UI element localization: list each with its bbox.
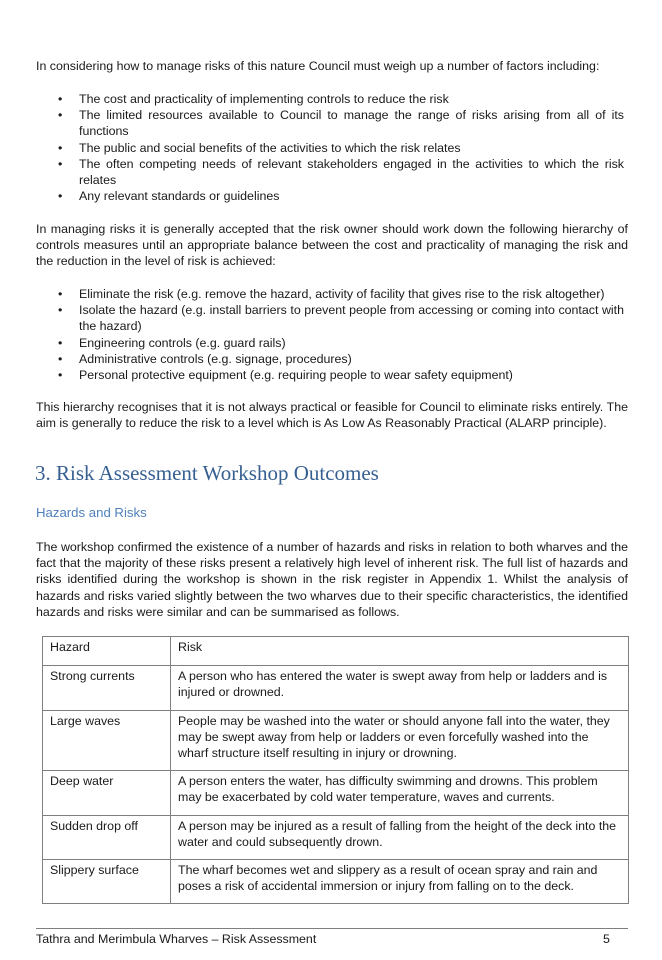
list-item: • Administrative controls (e.g. signage, procedures) <box>58 351 624 367</box>
list-item: • Personal protective equipment (e.g. requiring people to wear safety equipment) <box>58 367 624 383</box>
alarp-paragraph: This hierarchy recognises that it is not always practical or feasible for Council to eliminate risks entirely. The aim is generally to reduce the risk to a level which is As Low As Reasonably Practical (ALARP principle). <box>36 400 628 431</box>
risk-cell: A person enters the water, has difficulty swimming and drowns. This problem may be exacerbated by cold water temperature, waves and currents. <box>171 771 629 815</box>
hazard-cell: Sudden drop off <box>43 815 171 859</box>
workshop-paragraph: The workshop confirmed the existence of a number of hazards and risks in relation to both wharves and the fact that the majority of these risks present a relatively high level of inherent risk. The full list of hazards and risks identified during the workshop is shown in the risk register in Appendix 1. Whilst the analysis of hazards and risks varied slightly between the two wharves due to their specific characteristics, the identified hazards and risks were similar and can be summarised as follows. <box>36 540 628 619</box>
list-item: • The often competing needs of relevant stakeholders engaged in the activities to which the risk relates <box>58 156 624 188</box>
hazard-cell: Large waves <box>43 710 171 771</box>
list-item: • The cost and practicality of implementing controls to reduce the risk <box>58 91 624 107</box>
section-subheading: Hazards and Risks <box>36 505 147 520</box>
table-row <box>43 666 629 710</box>
column-header-risk: Risk <box>171 637 629 666</box>
footer-divider <box>36 928 628 929</box>
table-header-row <box>43 637 629 666</box>
list-item: • Engineering controls (e.g. guard rails) <box>58 335 624 351</box>
footer-title: Tathra and Merimbula Wharves – Risk Assessment <box>36 932 317 946</box>
risk-cell: The wharf becomes wet and slippery as a result of ocean spray and rain and poses a risk of accidental immersion or injury from falling on to the deck. <box>171 860 629 904</box>
hazard-risk-table <box>42 636 629 904</box>
hazard-cell: Slippery surface <box>43 860 171 904</box>
table-row <box>43 710 629 771</box>
list-item: • Any relevant standards or guidelines <box>58 188 624 204</box>
section-heading: 3. Risk Assessment Workshop Outcomes <box>35 461 379 485</box>
hazard-cell: Deep water <box>43 771 171 815</box>
risk-cell: A person may be injured as a result of falling from the height of the deck into the water and could subsequently drown. <box>171 815 629 859</box>
list-item: • Eliminate the risk (e.g. remove the hazard, activity of facility that gives rise to the risk altogether) <box>58 286 624 302</box>
controls-list <box>58 286 624 383</box>
hazard-cell: Strong currents <box>43 666 171 710</box>
list-item: • The limited resources available to Council to manage the range of risks arising from all of its functions <box>58 107 624 139</box>
hierarchy-paragraph: In managing risks it is generally accepted that the risk owner should work down the following hierarchy of controls measures until an appropriate balance between the cost and practicality of managing the risk and the reduction in the level of risk is achieved: <box>36 222 628 269</box>
risk-cell: A person who has entered the water is swept away from help or ladders and is injured or drowned. <box>171 666 629 710</box>
table-row <box>43 860 629 904</box>
list-item: • The public and social benefits of the activities to which the risk relates <box>58 140 624 156</box>
risk-cell: People may be washed into the water or should anyone fall into the water, they may be swept away from help or ladders or even forcefully washed into the wharf structure itself resulting in injury or drowning. <box>171 710 629 771</box>
factors-list <box>58 91 624 204</box>
intro-paragraph: In considering how to manage risks of this nature Council must weigh up a number of factors including: <box>36 59 600 73</box>
table-row <box>43 771 629 815</box>
list-item: • Isolate the hazard (e.g. install barriers to prevent people from accessing or coming into contact with the hazard) <box>58 302 624 334</box>
page-number: 5 <box>603 932 610 946</box>
table-row <box>43 815 629 859</box>
column-header-hazard: Hazard <box>43 637 171 666</box>
